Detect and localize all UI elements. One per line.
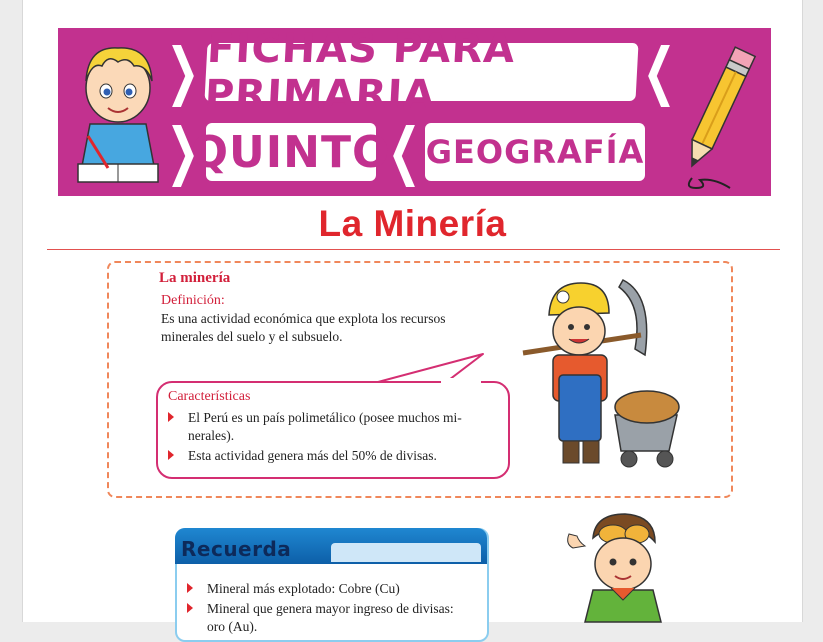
recuerda-title: Recuerda [181,537,292,561]
bullet-icon [187,583,193,593]
section-heading: La minería [159,270,231,286]
explorer-child-illustration [553,508,673,622]
chevron-right-icon: ❯ [166,116,200,188]
chevron-right-icon: ❯ [166,36,200,108]
banner-line-2 [166,116,676,188]
list-item: El Perú es un país polimetálico (posee muchos mi- nerales). [166,409,501,445]
banner-grade: QUINTO [206,123,376,181]
page-title: La Minería [318,203,507,244]
chevron-left-icon: ❮ [642,36,676,108]
banner-line-1 [166,26,676,118]
pencil-icon [674,38,764,193]
bullet-icon [168,450,174,460]
divider-line [47,249,780,250]
chevron-left-icon: ❮ [387,116,422,188]
list-item: Esta actividad genera más del 50% de divisas. [166,447,501,465]
recuerda-header-strip [331,543,481,562]
banner-subject: GEOGRAFÍA [425,123,645,181]
header-banner [58,28,771,196]
definition-line-1: Es una actividad económica que explota los recursos [161,311,446,326]
characteristics-label: Características [168,389,251,404]
definition-line-2: minerales del suelo y el subsuelo. [161,329,343,344]
child-writing-illustration [68,36,168,191]
list-item: Mineral más explotado: Cobre (Cu) [185,580,485,598]
bullet-icon [168,412,174,422]
characteristics-list [166,409,501,467]
worksheet-page [22,0,803,634]
recuerda-list [185,580,485,638]
miner-illustration [523,275,683,475]
list-item: Mineral que genera mayor ingreso de divisas: oro (Au). [185,600,485,636]
banner-title: FICHAS PARA PRIMARIA [204,43,638,101]
bubble-tail-cover [441,378,511,386]
definition-label: Definición: [161,293,225,308]
bullet-icon [187,603,193,613]
